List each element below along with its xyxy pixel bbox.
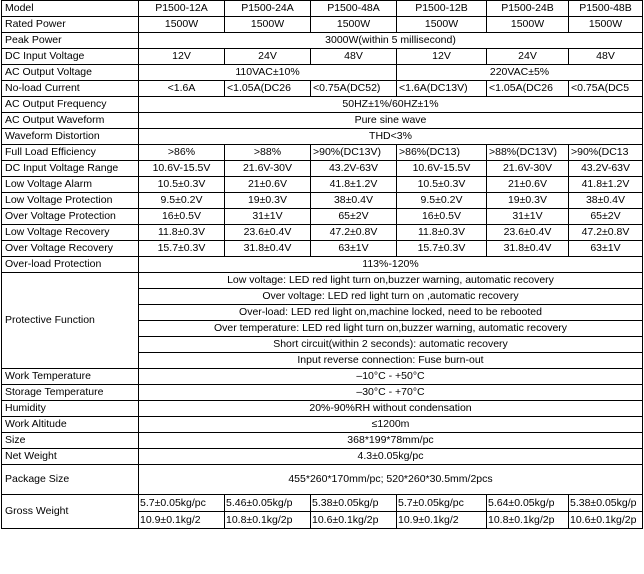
value-cell: 10.8±0.1kg/2p — [487, 512, 569, 529]
table-row-over-load-protection — [2, 257, 643, 273]
table-row-gross-weight — [2, 495, 643, 512]
value-cell: 5.7±0.05kg/pc — [397, 495, 487, 512]
model-name-cell: P1500-12A — [139, 1, 225, 17]
value-cell: 16±0.5V — [397, 209, 487, 225]
value-cell: <1.05A(DC26 — [487, 81, 569, 97]
value-cell: 47.2±0.8V — [311, 225, 397, 241]
value-cell: >90%(DC13 — [569, 145, 643, 161]
value-cell: >88%(DC13V) — [487, 145, 569, 161]
row-label: Over Voltage Recovery — [2, 241, 139, 257]
table-row-rated-power — [2, 17, 643, 33]
model-header-cell: Model — [2, 1, 139, 17]
value-cell: 38±0.4V — [569, 193, 643, 209]
table-row-dc-input-voltage-range — [2, 161, 643, 177]
table-row-over-voltage-recovery — [2, 241, 643, 257]
row-label: Gross Weight — [2, 495, 139, 529]
value-cell: 20%-90%RH without condensation — [139, 401, 643, 417]
value-cell: 65±2V — [311, 209, 397, 225]
table-row-no-load-current — [2, 81, 643, 97]
value-cell: 455*260*170mm/pc; 520*260*30.5mm/2pcs — [139, 465, 643, 495]
row-label: Work Temperature — [2, 369, 139, 385]
row-label: AC Output Waveform — [2, 113, 139, 129]
value-cell: 10.8±0.1kg/2p — [225, 512, 311, 529]
table-row-ac-output-frequency — [2, 97, 643, 113]
value-cell: 113%-120% — [139, 257, 643, 273]
value-cell: 5.64±0.05kg/p — [487, 495, 569, 512]
table-row-work-altitude — [2, 417, 643, 433]
value-cell: 1500W — [487, 17, 569, 33]
table-row-ac-output-voltage — [2, 65, 643, 81]
value-cell: 65±2V — [569, 209, 643, 225]
value-cell: 9.5±0.2V — [397, 193, 487, 209]
model-name-cell: P1500-12B — [397, 1, 487, 17]
table-row-ac-output-waveform — [2, 113, 643, 129]
row-label: AC Output Voltage — [2, 65, 139, 81]
table-row-low-voltage-protection — [2, 193, 643, 209]
value-cell: <1.6A(DC13V) — [397, 81, 487, 97]
value-cell: >86% — [139, 145, 225, 161]
value-cell: 10.5±0.3V — [397, 177, 487, 193]
value-cell: 38±0.4V — [311, 193, 397, 209]
table-row-waveform-distortion — [2, 129, 643, 145]
value-cell: <1.05A(DC26 — [225, 81, 311, 97]
value-cell: 24V — [487, 49, 569, 65]
value-cell: <0.75A(DC5 — [569, 81, 643, 97]
value-cell: THD<3% — [139, 129, 643, 145]
row-label: Net Weight — [2, 449, 139, 465]
row-label: No-load Current — [2, 81, 139, 97]
value-cell: 10.5±0.3V — [139, 177, 225, 193]
protection-item: Short circuit(within 2 seconds): automatic recovery — [139, 337, 643, 353]
value-cell: 21.6V-30V — [225, 161, 311, 177]
value-cell: 1500W — [139, 17, 225, 33]
protection-item: Over voltage: LED red light turn on ,automatic recovery — [139, 289, 643, 305]
value-cell: 63±1V — [311, 241, 397, 257]
row-label: AC Output Frequency — [2, 97, 139, 113]
value-cell: 368*199*78mm/pc — [139, 433, 643, 449]
value-cell: 4.3±0.05kg/pc — [139, 449, 643, 465]
protection-item: Low voltage: LED red light turn on,buzzer warning, automatic recovery — [139, 273, 643, 289]
value-cell: 10.6V-15.5V — [397, 161, 487, 177]
row-label: Work Altitude — [2, 417, 139, 433]
table-row-over-voltage-protection — [2, 209, 643, 225]
row-label: Peak Power — [2, 33, 139, 49]
value-cell: 12V — [139, 49, 225, 65]
table-row-low-voltage-alarm — [2, 177, 643, 193]
value-cell: –10°C - +50°C — [139, 369, 643, 385]
value-cell: 48V — [311, 49, 397, 65]
value-cell: 23.6±0.4V — [225, 225, 311, 241]
value-cell: 110VAC±10% — [139, 65, 397, 81]
value-cell: 10.9±0.1kg/2 — [397, 512, 487, 529]
row-label: Protective Function — [2, 273, 139, 369]
row-label: Waveform Distortion — [2, 129, 139, 145]
value-cell: –30°C - +70°C — [139, 385, 643, 401]
value-cell: >86%(DC13) — [397, 145, 487, 161]
row-label: Over-load Protection — [2, 257, 139, 273]
value-cell: 10.9±0.1kg/2 — [139, 512, 225, 529]
value-cell: 5.38±0.05kg/p — [311, 495, 397, 512]
spec-table — [1, 0, 643, 529]
row-label: Package Size — [2, 465, 139, 495]
value-cell: 10.6±0.1kg/2p — [569, 512, 643, 529]
table-row-size — [2, 433, 643, 449]
value-cell: Pure sine wave — [139, 113, 643, 129]
value-cell: 41.8±1.2V — [311, 177, 397, 193]
value-cell: 50HZ±1%/60HZ±1% — [139, 97, 643, 113]
row-label: DC Input Voltage Range — [2, 161, 139, 177]
value-cell: 1500W — [397, 17, 487, 33]
value-cell: >90%(DC13V) — [311, 145, 397, 161]
table-header-row — [2, 1, 643, 17]
protection-item: Over temperature: LED red light turn on,buzzer warning, automatic recovery — [139, 321, 643, 337]
value-cell: 1500W — [225, 17, 311, 33]
table-row-storage-temperature — [2, 385, 643, 401]
value-cell: 5.38±0.05kg/p — [569, 495, 643, 512]
table-row-humidity — [2, 401, 643, 417]
value-cell: 11.8±0.3V — [397, 225, 487, 241]
value-cell: 19±0.3V — [487, 193, 569, 209]
protection-item: Input reverse connection: Fuse burn-out — [139, 353, 643, 369]
row-label: Low Voltage Protection — [2, 193, 139, 209]
value-cell: 3000W(within 5 millisecond) — [139, 33, 643, 49]
table-row-protective-function — [2, 273, 643, 289]
row-label: Size — [2, 433, 139, 449]
value-cell: 10.6V-15.5V — [139, 161, 225, 177]
row-label: Humidity — [2, 401, 139, 417]
value-cell: 11.8±0.3V — [139, 225, 225, 241]
value-cell: 21.6V-30V — [487, 161, 569, 177]
value-cell: 23.6±0.4V — [487, 225, 569, 241]
value-cell: 1500W — [311, 17, 397, 33]
value-cell: <0.75A(DC52) — [311, 81, 397, 97]
model-name-cell: P1500-24A — [225, 1, 311, 17]
row-label: Low Voltage Alarm — [2, 177, 139, 193]
value-cell: 31±1V — [487, 209, 569, 225]
table-row-net-weight — [2, 449, 643, 465]
value-cell: 15.7±0.3V — [397, 241, 487, 257]
value-cell: <1.6A — [139, 81, 225, 97]
value-cell: 43.2V-63V — [569, 161, 643, 177]
value-cell: 10.6±0.1kg/2p — [311, 512, 397, 529]
value-cell: 31±1V — [225, 209, 311, 225]
value-cell: 5.7±0.05kg/pc — [139, 495, 225, 512]
value-cell: 63±1V — [569, 241, 643, 257]
row-label: DC Input Voltage — [2, 49, 139, 65]
table-row-full-load-efficiency — [2, 145, 643, 161]
value-cell: 31.8±0.4V — [487, 241, 569, 257]
value-cell: 21±0.6V — [487, 177, 569, 193]
value-cell: 21±0.6V — [225, 177, 311, 193]
table-row-work-temperature — [2, 369, 643, 385]
value-cell: 15.7±0.3V — [139, 241, 225, 257]
model-name-cell: P1500-24B — [487, 1, 569, 17]
value-cell: 41.8±1.2V — [569, 177, 643, 193]
value-cell: 1500W — [569, 17, 643, 33]
table-row-package-size — [2, 465, 643, 495]
model-name-cell: P1500-48B — [569, 1, 643, 17]
model-name-cell: P1500-48A — [311, 1, 397, 17]
row-label: Rated Power — [2, 17, 139, 33]
value-cell: 43.2V-63V — [311, 161, 397, 177]
value-cell: ≤1200m — [139, 417, 643, 433]
row-label: Full Load Efficiency — [2, 145, 139, 161]
value-cell: 5.46±0.05kg/p — [225, 495, 311, 512]
table-row-dc-input-voltage — [2, 49, 643, 65]
row-label: Over Voltage Protection — [2, 209, 139, 225]
row-label: Low Voltage Recovery — [2, 225, 139, 241]
value-cell: 12V — [397, 49, 487, 65]
protection-item: Over-load: LED red light on,machine locked, need to be rebooted — [139, 305, 643, 321]
value-cell: 48V — [569, 49, 643, 65]
value-cell: 24V — [225, 49, 311, 65]
row-label: Storage Temperature — [2, 385, 139, 401]
value-cell: 19±0.3V — [225, 193, 311, 209]
value-cell: >88% — [225, 145, 311, 161]
value-cell: 47.2±0.8V — [569, 225, 643, 241]
value-cell: 220VAC±5% — [397, 65, 643, 81]
table-row-low-voltage-recovery — [2, 225, 643, 241]
table-row-peak-power — [2, 33, 643, 49]
value-cell: 9.5±0.2V — [139, 193, 225, 209]
value-cell: 31.8±0.4V — [225, 241, 311, 257]
value-cell: 16±0.5V — [139, 209, 225, 225]
